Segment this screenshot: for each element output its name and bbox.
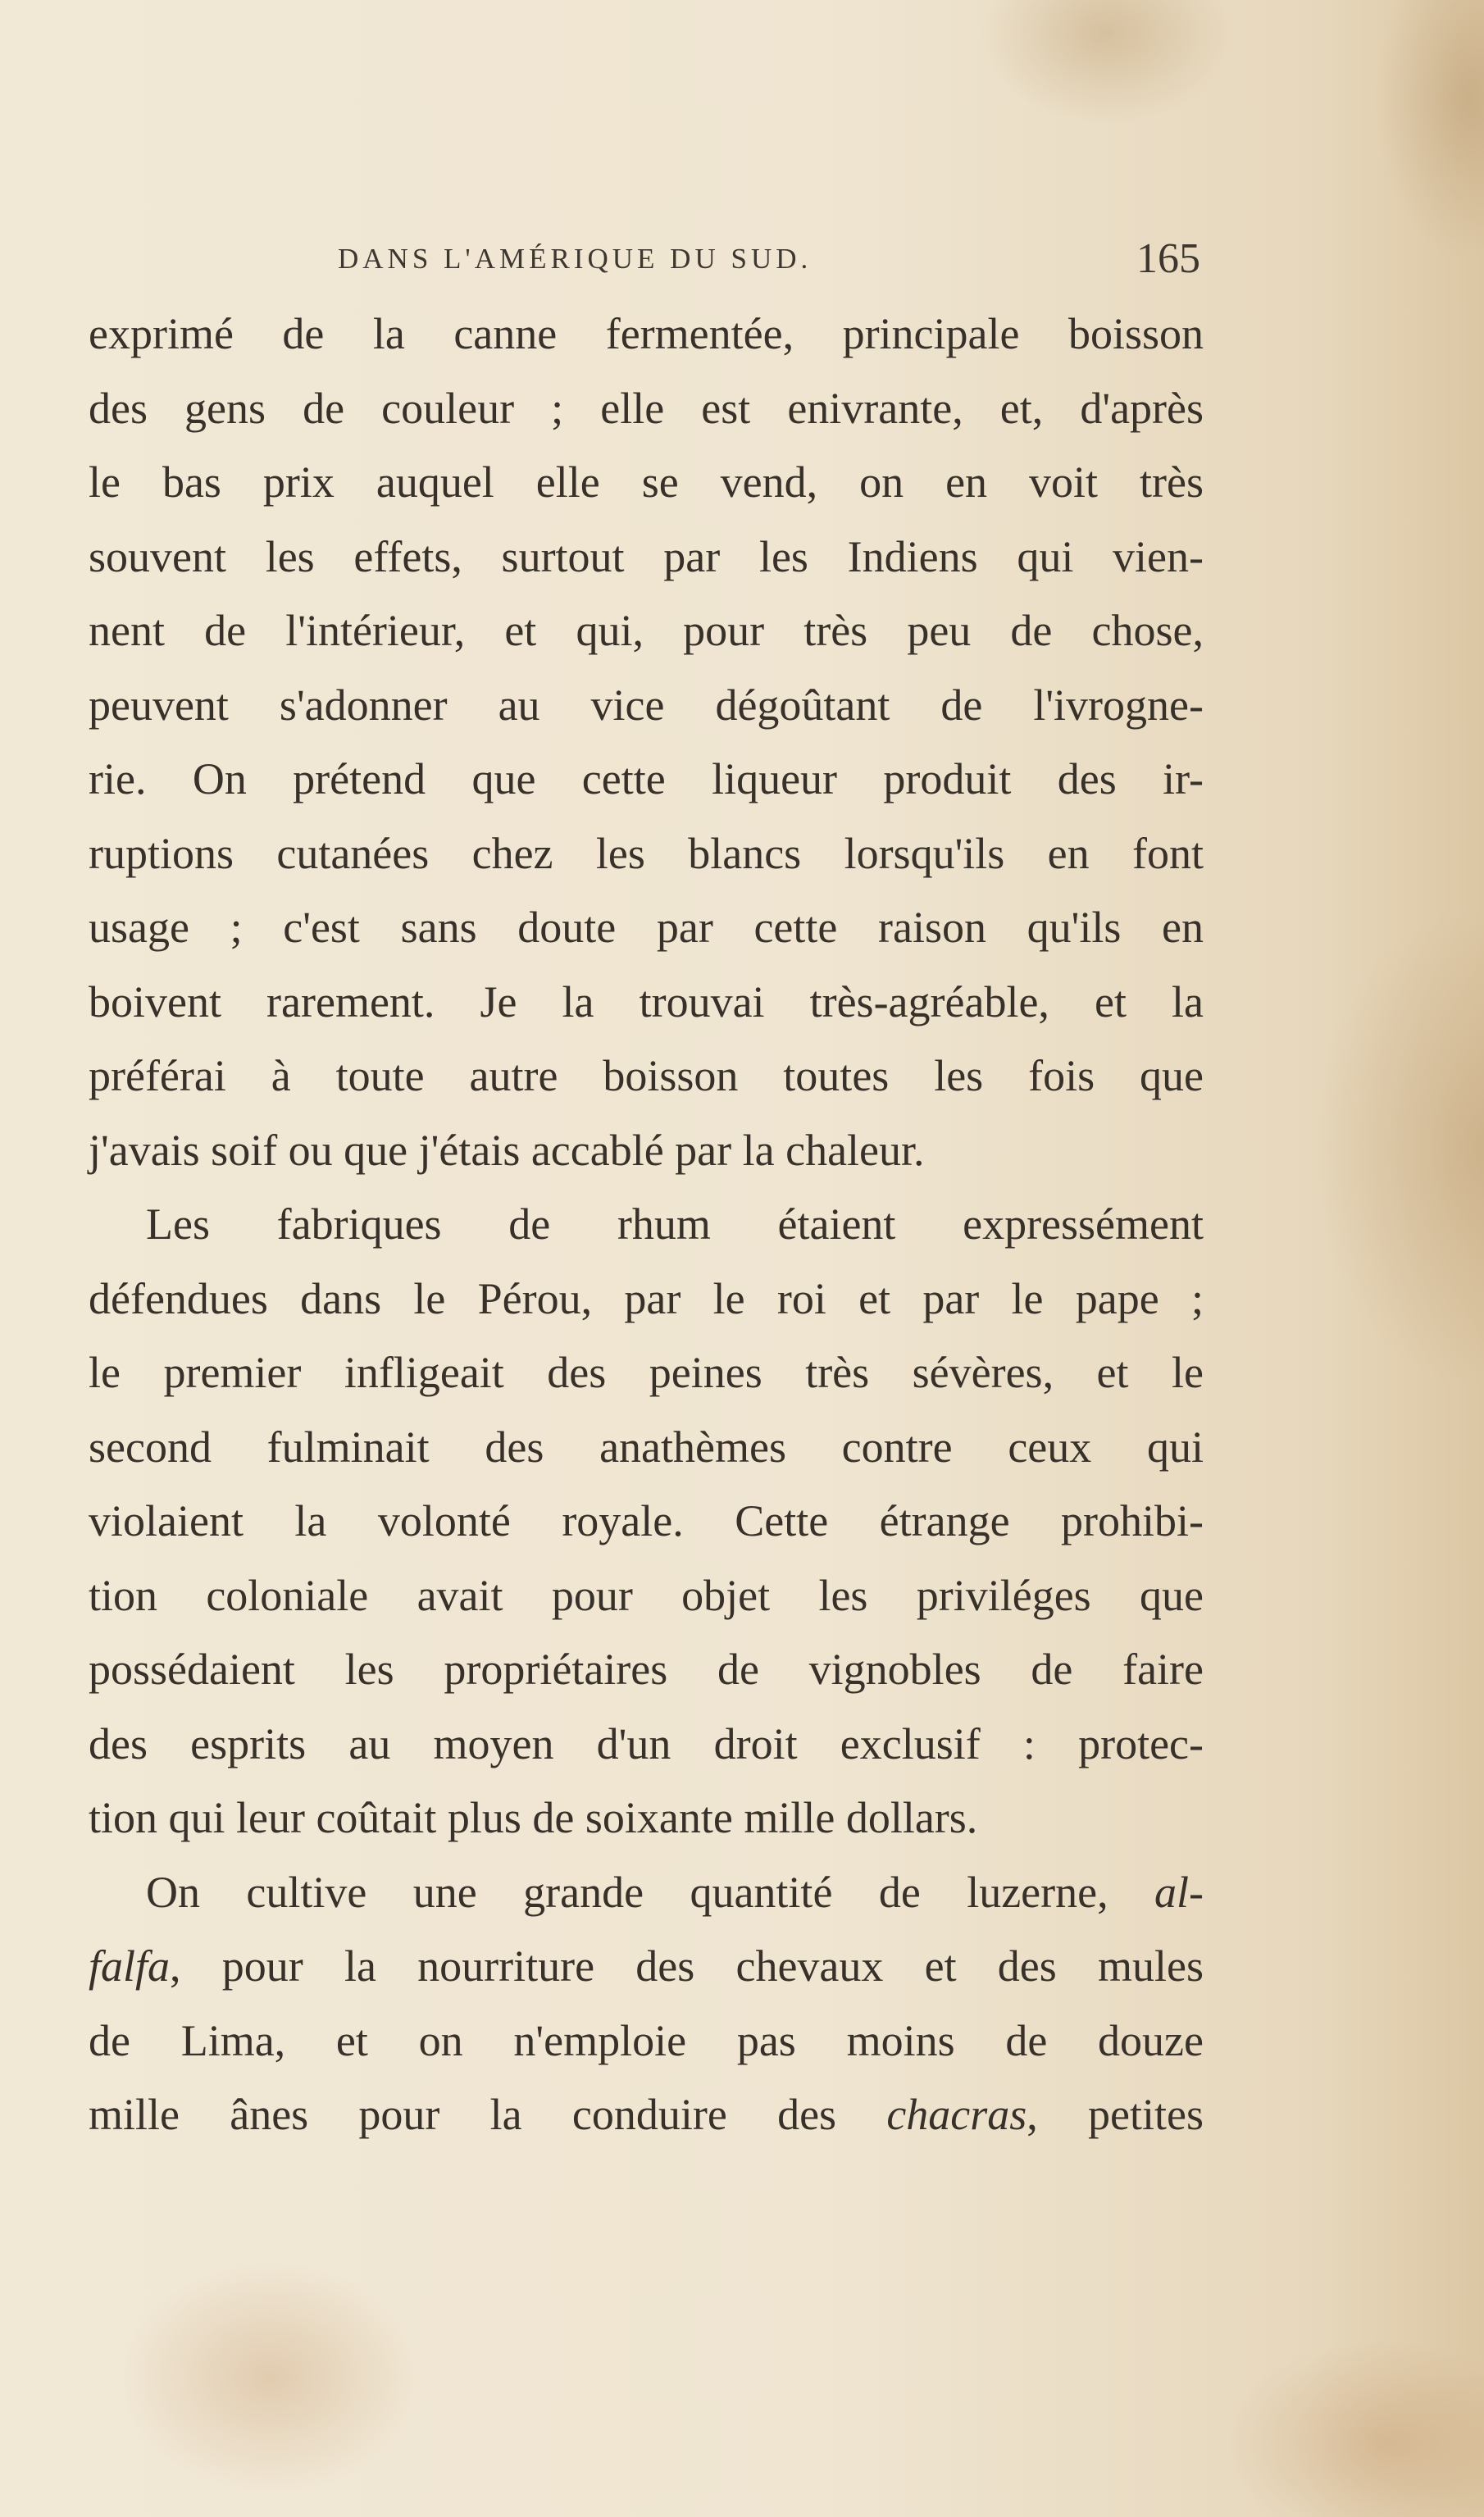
text-line: des gens de couleur ; elle est enivrante, et, d'après — [89, 383, 1204, 433]
text-line — [89, 1855, 1204, 1930]
text-line: rie. On prétend que cette liqueur produit des ir- — [89, 754, 1204, 803]
text-line: de Lima, et on n'emploie pas moins de douze — [89, 2015, 1204, 2065]
text-line: usage ; c'est sans doute par cette raison qu'ils en — [89, 903, 1204, 952]
text-line: défendues dans le Pérou, par le roi et par le pape ; — [89, 1273, 1204, 1323]
text-line: préférai à toute autre boisson toutes les fois que — [89, 1051, 1204, 1100]
text-segment: mille ânes pour la conduire des — [89, 2090, 887, 2139]
text-line — [89, 1929, 1204, 2004]
text-line: nent de l'intérieur, et qui, pour très peu de chose, — [89, 606, 1204, 655]
text-line: le premier infligeait des peines très sévères, et le — [89, 1348, 1204, 1397]
text-line: violaient la volonté royale. Cette étrange prohibi- — [89, 1496, 1204, 1545]
running-head: DANS L'AMÉRIQUE DU SUD. — [338, 243, 813, 275]
text-line: tion coloniale avait pour objet les priviléges que — [89, 1570, 1204, 1620]
italic-segment: falfa — [89, 1941, 171, 1991]
text-line: ruptions cutanées chez les blancs lorsqu'ils en font — [89, 828, 1204, 878]
text-line — [89, 2078, 1204, 2152]
text-segment: , petites — [1027, 2090, 1204, 2139]
text-line: tion qui leur coûtait plus de soixante mille dollars. — [89, 1793, 978, 1842]
text-segment: , pour la nourriture des chevaux et des mules — [170, 1941, 1204, 1991]
italic-segment: chacras — [886, 2090, 1027, 2139]
text-line: j'avais soif ou que j'étais accablé par la chaleur. — [89, 1125, 925, 1175]
page-header — [338, 234, 1200, 284]
page-number: 165 — [1136, 235, 1200, 282]
text-line: second fulminait des anathèmes contre ceux qui — [89, 1422, 1204, 1472]
text-line: exprimé de la canne fermentée, principale boisson — [89, 309, 1204, 358]
text-line: le bas prix auquel elle se vend, on en voit très — [89, 457, 1204, 507]
text-line: des esprits au moyen d'un droit exclusif : protec- — [89, 1718, 1204, 1768]
text-segment: On cultive une grande quantité de luzerne, — [146, 1867, 1154, 1917]
text-line: souvent les effets, surtout par les Indiens qui vien- — [89, 531, 1204, 581]
text-line: peuvent s'adonner au vice dégoûtant de l'ivrogne- — [89, 680, 1204, 730]
text-line: Les fabriques de rhum étaient expressément — [146, 1199, 1204, 1249]
italic-segment: al- — [1154, 1867, 1204, 1917]
text-line: boivent rarement. Je la trouvai très-agréable, et la — [89, 976, 1204, 1026]
text-line: possédaient les propriétaires de vignobles de faire — [89, 1645, 1204, 1694]
body-text — [89, 297, 1204, 2152]
